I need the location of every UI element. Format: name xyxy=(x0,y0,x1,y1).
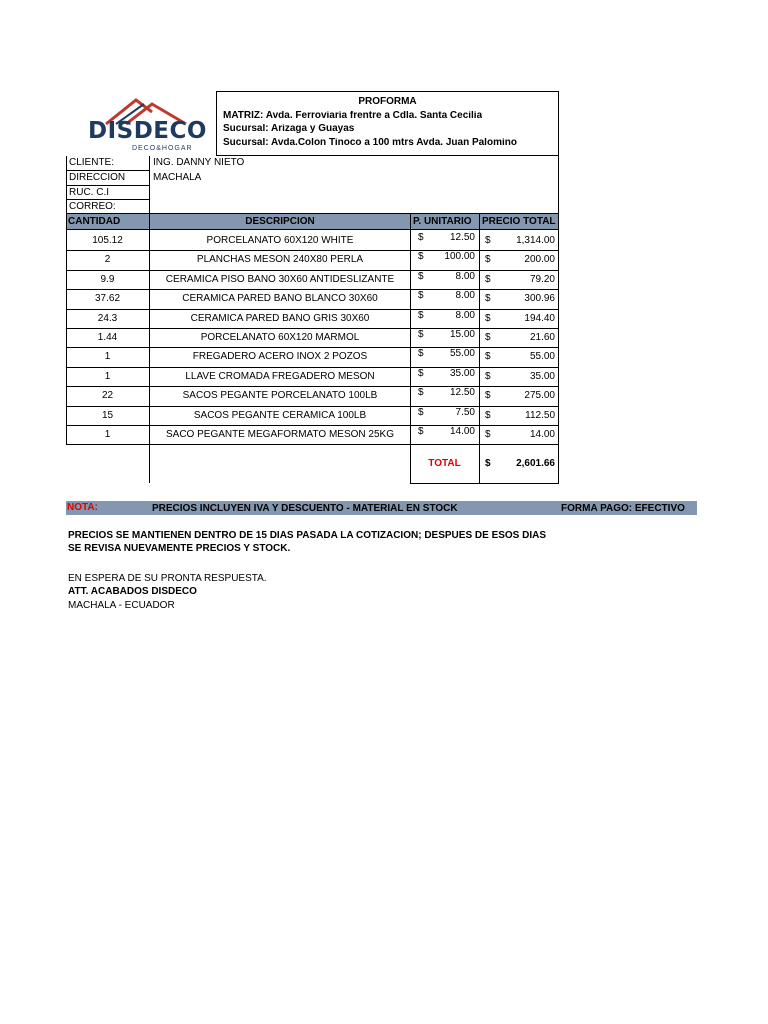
cliente-value: ING. DANNY NIETO xyxy=(153,158,245,168)
grand-total-value: 2,601.66 xyxy=(516,459,555,469)
unit-currency-symbol: $ xyxy=(418,310,424,321)
unit-currency-symbol: $ xyxy=(418,368,424,379)
espera-text: EN ESPERA DE SU PRONTA RESPUESTA. xyxy=(68,574,267,584)
table-row-qty: 2 xyxy=(104,255,111,266)
table-row-unit: 8.00 xyxy=(455,291,475,302)
table-row-total: 275.00 xyxy=(524,391,555,402)
table-row-unit: 8.00 xyxy=(455,310,475,321)
table-row-qty: 15 xyxy=(101,410,114,421)
att-text: ATT. ACABADOS DISDECO xyxy=(68,587,197,597)
table-row-qty: 1 xyxy=(104,371,111,382)
header-line-sucursal-2: Sucursal: Avda.Colon Tinoco a 100 mtrs Avda. Juan Palomino xyxy=(223,138,517,148)
total-currency-symbol: $ xyxy=(485,410,491,421)
table-row-desc: SACOS PEGANTE PORCELANATO 100LB xyxy=(182,391,378,402)
direccion-label: DIRECCION xyxy=(69,173,126,183)
table-row-total: 300.96 xyxy=(524,294,555,305)
header-line-matriz: MATRIZ: Avda. Ferroviaria frentre a Cdla. Santa Cecilia xyxy=(223,111,483,121)
table-row-total: 79.20 xyxy=(529,274,555,285)
total-currency-symbol: $ xyxy=(485,430,491,440)
table-row-unit: 55.00 xyxy=(449,349,475,360)
total-currency-symbol: $ xyxy=(485,391,491,402)
table-row-desc: PORCELANATO 60X120 WHITE xyxy=(206,236,354,246)
table-row-qty: 22 xyxy=(101,391,114,402)
unit-currency-symbol: $ xyxy=(418,330,424,340)
total-currency-symbol: $ xyxy=(485,333,491,343)
table-row-unit: 100.00 xyxy=(444,252,475,263)
table-row-desc: CERAMICA PARED BAÑO BLANCO 30X60 xyxy=(182,294,378,305)
table-row-qty: 9.9 xyxy=(100,274,115,285)
table-row-qty: 1 xyxy=(104,430,111,440)
table-row-unit: 12.50 xyxy=(449,388,475,399)
header-cantidad: CANTIDAD xyxy=(68,217,121,227)
ruc-label: RUC. C.I xyxy=(69,188,109,198)
unit-currency-symbol: $ xyxy=(418,349,424,360)
cliente-label: CLIENTE: xyxy=(69,158,115,168)
table-row-desc: SACOS PEGANTE CERAMICA 100LB xyxy=(193,410,367,421)
table-row-desc: CERAMICA PARED BAÑO GRIS 30X60 xyxy=(190,313,370,324)
table-row-desc: PORCELANATO 60X120 MARMOL xyxy=(200,333,360,343)
table-row-unit: 15.00 xyxy=(449,330,475,340)
table-row-unit: 8.00 xyxy=(455,271,475,282)
total-currency-symbol: $ xyxy=(485,294,491,305)
table-row-qty: 1 xyxy=(104,352,111,363)
table-row-qty: 24.3 xyxy=(97,313,118,324)
company-logo xyxy=(86,98,210,154)
correo-label: CORREO: xyxy=(69,202,116,212)
table-row-total: 1,314.00 xyxy=(516,236,555,246)
unit-currency-symbol: $ xyxy=(418,291,424,302)
table-row-total: 35.00 xyxy=(529,371,555,382)
header-unitario: P. UNITARIO xyxy=(413,217,472,227)
table-row-total: 200.00 xyxy=(524,255,555,266)
unit-currency-symbol: $ xyxy=(418,407,424,418)
forma-pago: FORMA PAGO: EFECTIVO xyxy=(561,504,685,514)
table-row-qty: 37.62 xyxy=(94,294,121,305)
total-currency-symbol: $ xyxy=(485,274,491,285)
header-descripcion: DESCRIPCION xyxy=(245,217,315,227)
header-total: PRECIO TOTAL xyxy=(482,217,556,227)
total-currency-symbol: $ xyxy=(485,371,491,382)
grand-total-currency-symbol: $ xyxy=(485,459,491,469)
validity-line-1: PRECIOS SE MANTIENEN DENTRO DE 15 DIAS PASADA LA COTIZACION; DESPUES DE ESOS DIAS xyxy=(68,531,547,541)
table-row-total: 55.00 xyxy=(529,352,555,363)
table-row-qty: 1.44 xyxy=(97,333,118,343)
direccion-value: MACHALA xyxy=(153,173,202,183)
validity-line-2: SE REVISA NUEVAMENTE PRECIOS Y STOCK. xyxy=(68,544,291,554)
header-line-sucursal-1: Sucursal: Arizaga y Guayas xyxy=(223,124,355,134)
unit-currency-symbol: $ xyxy=(418,388,424,399)
nota-text: PRECIOS INCLUYEN IVA Y DESCUENTO - MATERIAL EN STOCK xyxy=(152,504,458,514)
logo-name: DISDECO xyxy=(88,118,207,144)
table-row-total: 21.60 xyxy=(529,333,555,343)
table-row-desc: LLAVE CROMADA FREGADERO MESON xyxy=(185,371,375,382)
total-currency-symbol: $ xyxy=(485,236,491,246)
total-currency-symbol: $ xyxy=(485,313,491,324)
table-row-total: 14.00 xyxy=(529,430,555,440)
unit-currency-symbol: $ xyxy=(418,271,424,282)
table-row-qty: 105.12 xyxy=(92,236,123,246)
total-currency-symbol: $ xyxy=(485,255,491,266)
unit-currency-symbol: $ xyxy=(418,233,424,243)
table-row-desc: CERAMICA PISO BAÑO 30X60 ANTIDESLIZANTE xyxy=(165,274,395,285)
table-row-total: 194.40 xyxy=(524,313,555,324)
table-row-total: 112.50 xyxy=(525,410,555,421)
table-row-desc: FREGADERO ACERO INOX 2 POZOS xyxy=(192,352,368,363)
proforma-title: PROFORMA xyxy=(358,97,417,107)
table-row-unit: 35.00 xyxy=(449,368,475,379)
unit-currency-symbol: $ xyxy=(418,252,424,263)
location-text: MACHALA - ECUADOR xyxy=(68,601,175,611)
total-currency-symbol: $ xyxy=(485,352,491,363)
nota-label: NOTA: xyxy=(67,503,98,513)
table-row-unit: 14.00 xyxy=(449,427,475,437)
table-row-unit: 12.50 xyxy=(449,233,475,243)
total-label: TOTAL xyxy=(428,459,461,469)
table-row-unit: 7.50 xyxy=(455,407,475,418)
table-row-desc: PLANCHAS MESON 240X80 PERLA xyxy=(196,255,364,266)
unit-currency-symbol: $ xyxy=(418,427,424,437)
table-row-desc: SACO PEGANTE MEGAFORMATO MESON 25KG xyxy=(165,430,394,440)
logo-tagline: DECO&HOGAR xyxy=(132,145,193,152)
